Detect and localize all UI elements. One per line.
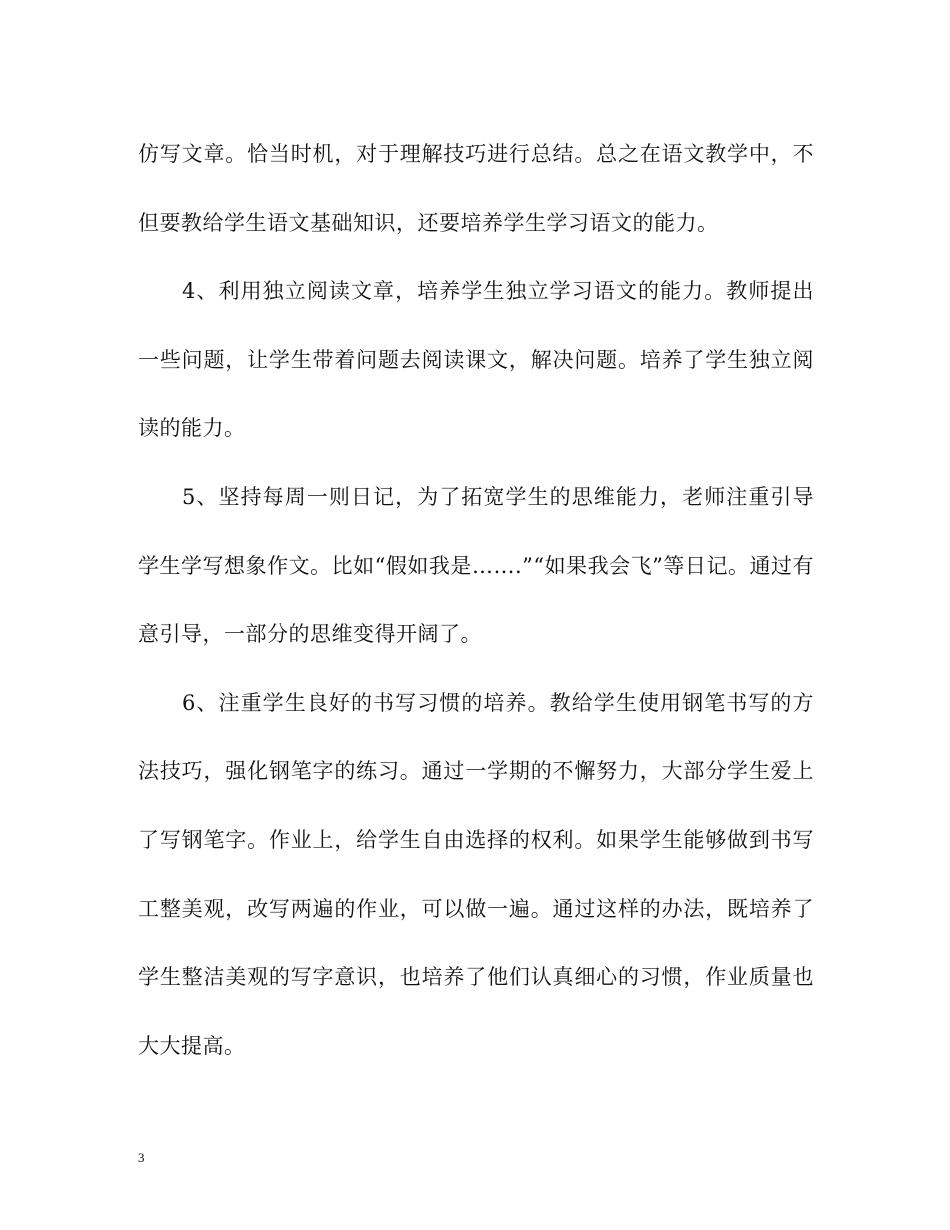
- page-number: 3: [138, 1150, 145, 1165]
- paragraph-item-6: 6、注重学生良好的书写习惯的培养。教给学生使用钢笔书写的方法技巧，强化钢笔字的练习。通过一学期的不懈努力，大部分学生爱上了写钢笔字。作业上，给学生自由选择的权利。如果学生能够做到书写工整美观，改写两遍的作业，可以做一遍。通过这样的办法，既培养了学生整洁美观的写字意识，也培养了他们认真细心的习惯，作业质量也大大提高。: [138, 690, 814, 1058]
- document-body: [138, 120, 814, 1080]
- paragraph-item-5: 5、坚持每周一则日记，为了拓宽学生的思维能力，老师注重引导学生学写想象作文。比如“假如我是…….”“如果我会飞”等日记。通过有意引导，一部分的思维变得开阔了。: [138, 484, 814, 647]
- paragraph-continuation: 仿写文章。恰当时机，对于理解技巧进行总结。总之在语文教学中，不但要教给学生语文基础知识，还要培养学生学习语文的能力。: [138, 142, 814, 235]
- paragraph-item-4: 4、利用独立阅读文章，培养学生独立学习语文的能力。教师提出一些问题，让学生带着问题去阅读课文，解决问题。培养了学生独立阅读的能力。: [138, 279, 814, 441]
